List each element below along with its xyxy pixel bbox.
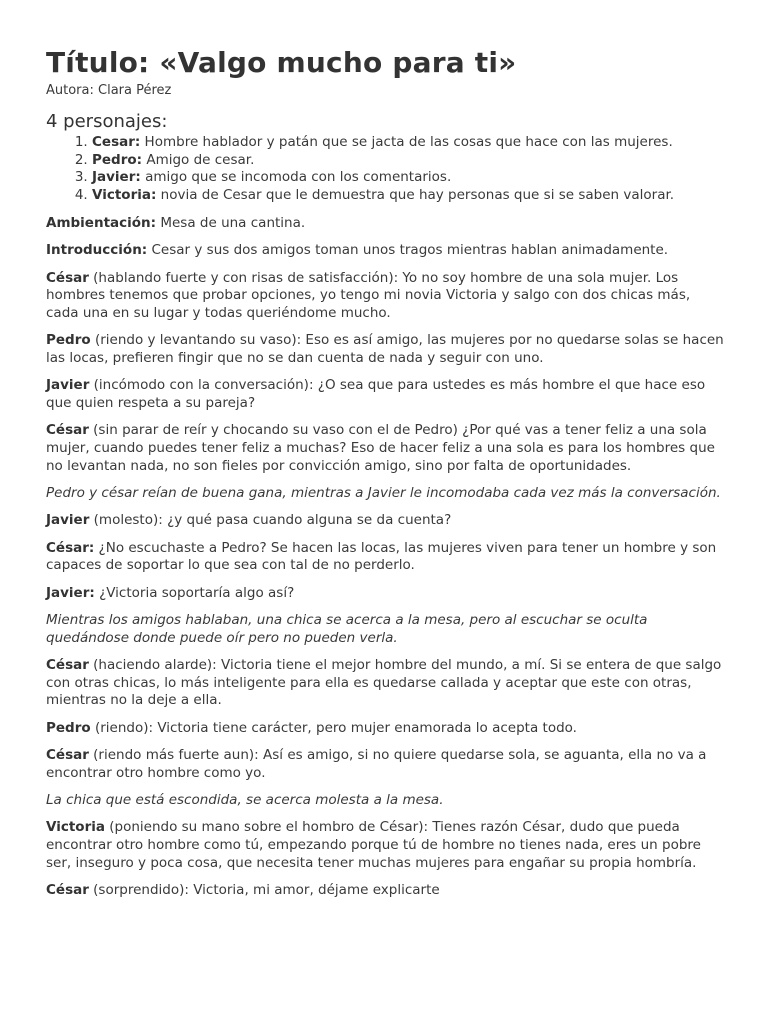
dialogue-line <box>46 512 724 530</box>
paragraph-text: Mesa de una cantina. <box>156 215 306 231</box>
dialogue-text: (haciendo alarde): Victoria tiene el mejor hombre del mundo, a mí. Si se entera de que salgo con otras chicas, lo más inteligente para ella es quedarse callada y aceptar que este con otras, mientras no la deje a ella. <box>46 656 722 709</box>
dialogue-line <box>46 882 724 900</box>
character-name: Pedro: <box>92 151 143 168</box>
document-title: Título: «Valgo mucho para ti» <box>46 46 517 79</box>
dialogue-text: (riendo y levantando su vaso): Eso es así amigo, las mujeres por no quedarse solas se hacen las locas, prefieren fingir que no se dan cuenta de nada y seguir con uno. <box>46 332 724 366</box>
dialogue-line <box>46 720 724 738</box>
character-desc: novia de Cesar que le demuestra que hay personas que si se saben valorar. <box>156 186 675 203</box>
dialogue-line <box>46 270 724 323</box>
speaker-name: César <box>46 422 89 439</box>
characters-list <box>46 134 724 204</box>
dialogue-text: (incómodo con la conversación): ¿O sea que para ustedes es más hombre el que hace eso que quien respeta a su pareja? <box>46 377 706 411</box>
dialogue-line <box>46 747 724 782</box>
paragraph-label: Ambientación: <box>46 215 157 231</box>
dialogue-text: ¿Victoria soportaría algo así? <box>94 584 295 601</box>
document-author: Autora: Clara Pérez <box>46 83 172 98</box>
dialogue-text: (sin parar de reír y chocando su vaso con el de Pedro) ¿Por qué vas a tener feliz a una sola mujer, cuando puedes tener feliz a muchas? Eso de hacer feliz a una sola es para los hombres que no levantan nada, no son fieles por convicción amigo, sino por falta de oportunidades. <box>46 422 715 474</box>
dialogue-text: (poniendo su mano sobre el hombro de César): Tienes razón César, dudo que pueda encontrar otro hombre como tú, empezando porque tú de hombre no tienes nada, eres un pobre ser, inseguro y poca cosa, que necesita tener muchas mujeres para engañar su propia hombría. <box>46 819 701 871</box>
character-name: Victoria: <box>92 186 157 203</box>
speaker-name: Victoria <box>46 819 105 836</box>
dialogue-text: (riendo más fuerte aun): Así es amigo, si no quiere quedarse sola, se aguanta, ella no va a encontrar otro hombre como yo. <box>46 746 707 781</box>
character-desc: Hombre hablador y patán que se jacta de las cosas que hace con las mujeres. <box>140 134 673 150</box>
paragraph-label: Introducción: <box>46 242 148 259</box>
dialogue-line <box>46 819 724 872</box>
character-desc: Amigo de cesar. <box>142 151 255 168</box>
speaker-name: Pedro <box>46 332 91 349</box>
dialogue-line <box>46 377 724 412</box>
speaker-name: Javier <box>46 512 90 529</box>
dialogue-text: ¿No escuchaste a Pedro? Se hacen las locas, las mujeres viven para tener un hombre y son capaces de soportar lo que sea con tal de no perderlo. <box>46 539 717 574</box>
character-item <box>92 169 724 187</box>
speaker-name: César <box>46 269 89 286</box>
dialogue-line <box>46 657 724 710</box>
paragraph-text: Cesar y sus dos amigos toman unos tragos mientras hablan animadamente. <box>147 242 669 259</box>
character-item <box>92 152 724 170</box>
dialogue-text: (riendo): Victoria tiene carácter, pero mujer enamorada lo acepta todo. <box>90 719 577 736</box>
speaker-name: César <box>46 881 89 898</box>
dialogue-line <box>46 540 724 575</box>
speaker-name: César <box>46 746 89 763</box>
speaker-name: Pedro <box>46 719 91 736</box>
stage-direction: La chica que está escondida, se acerca molesta a la mesa. <box>46 791 444 808</box>
character-item <box>92 187 724 205</box>
dialogue-text: (molesto): ¿y qué pasa cuando alguna se da cuenta? <box>89 512 452 529</box>
stage-direction: Pedro y césar reían de buena gana, mientras a Javier le incomodaba cada vez más la conversación. <box>46 485 721 501</box>
character-desc: amigo que se incomoda con los comentarios. <box>140 169 452 185</box>
speaker-name: César: <box>46 539 95 556</box>
dialogue-text: (sorprendido): Victoria, mi amor, déjame explicarte <box>88 881 440 898</box>
setting-paragraph <box>46 215 724 233</box>
speaker-name: César <box>46 656 89 673</box>
dialogue-line <box>46 422 724 475</box>
dialogue-line <box>46 585 724 603</box>
speaker-name: Javier <box>46 377 90 394</box>
characters-heading: 4 personajes: <box>46 111 168 132</box>
character-name: Javier: <box>92 169 141 185</box>
dialogue-text: (hablando fuerte y con risas de satisfacción): Yo no soy hombre de una sola mujer. Los hombres tenemos que probar opciones, yo tengo mi novia Victoria y salgo con dos chicas más, cada una en su lugar y todas queriéndome mucho. <box>46 269 691 321</box>
stage-direction: Mientras los amigos hablaban, una chica se acerca a la mesa, pero al escuchar se oculta quedándose donde puede oír pero no pueden verla. <box>46 611 648 646</box>
character-name: Cesar: <box>92 134 141 150</box>
character-item <box>92 134 724 152</box>
intro-paragraph <box>46 242 724 260</box>
speaker-name: Javier: <box>46 584 95 601</box>
dialogue-line <box>46 332 724 367</box>
